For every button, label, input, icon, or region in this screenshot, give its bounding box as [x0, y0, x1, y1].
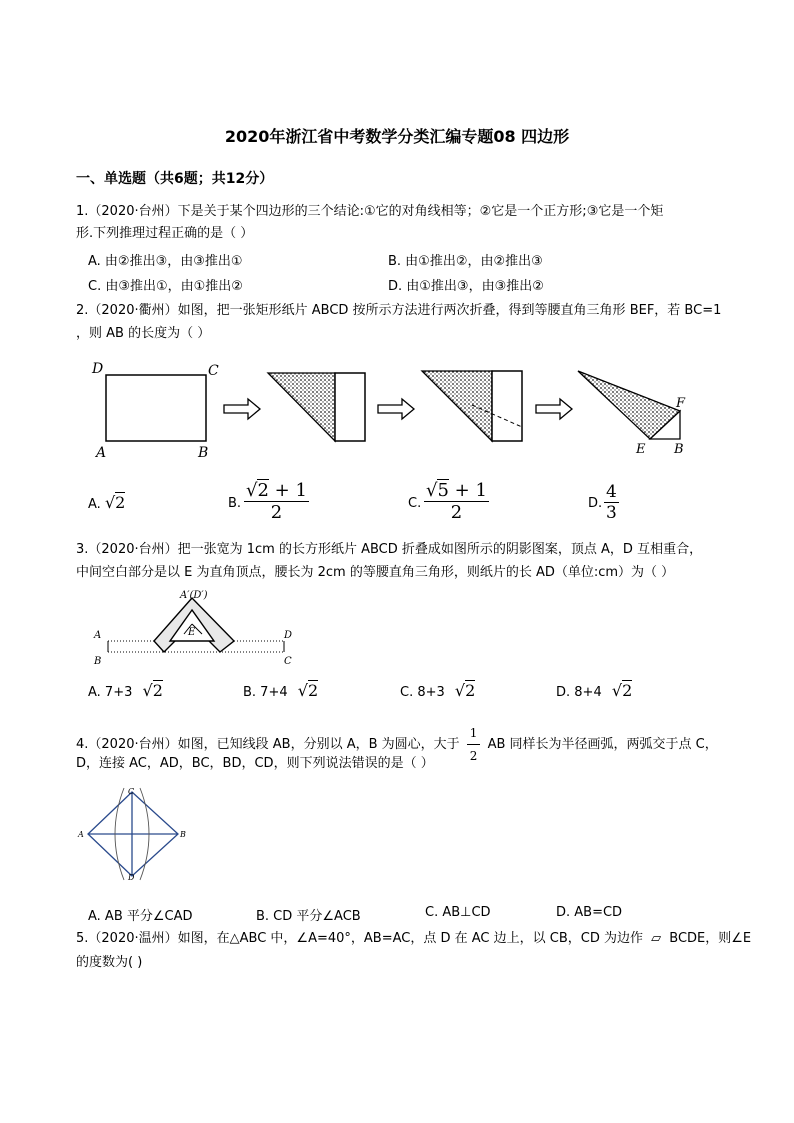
- q2-option-a: [88, 493, 125, 512]
- sqrt-icon: √: [454, 681, 466, 700]
- q3-option-c: [400, 681, 475, 700]
- folded-strip: [492, 371, 522, 441]
- q2-d-numerator: 4: [606, 482, 617, 502]
- half-den: 2: [469, 749, 478, 763]
- rectangle-abcd: [106, 375, 206, 441]
- arrow-icon: [378, 399, 414, 419]
- q2-b-denominator: 2: [270, 502, 283, 523]
- q2-a-label: A.: [88, 497, 101, 512]
- label-C: C: [208, 363, 219, 379]
- q3-a-text: A. 7+3: [88, 685, 133, 700]
- section-heading: 一、单选题（共6题；共12分）: [76, 171, 274, 187]
- q2-option-c-label: C.: [408, 496, 422, 511]
- q2-b-plus: + 1: [268, 480, 307, 501]
- label-E: E: [636, 442, 646, 457]
- q2-d-denominator: 3: [606, 503, 617, 523]
- q1-stem-line2: 形.下列推理过程正确的是（ ）: [76, 226, 254, 241]
- folded-strip: [335, 373, 365, 441]
- sqrt-icon: √: [426, 480, 438, 501]
- q3-d-text: D. 8+4: [556, 685, 602, 700]
- q1-option-d: D. 由①推出③，由③推出②: [388, 279, 544, 294]
- q2-stem-line2: ，则 AB 的长度为（ ）: [76, 326, 211, 341]
- q2-c-radicand: 5: [437, 480, 449, 501]
- q3-stem-line2: 中间空白部分是以 E 为直角顶点，腰长为 2cm 的等腰直角三角形，则纸片的长 AD（单位:cm）为（ ）: [76, 565, 675, 580]
- q5-text-a: 5.（2020·温州）如图，在△ABC 中，∠A=40°，AB=AC，点 D 在 AC 边上，以 CB，CD 为边作: [76, 931, 643, 946]
- q1-stem-line1: 1.（2020·台州）下是关于某个四边形的三个结论:①它的对角线相等；②它是一个正方形;③它是一个矩: [76, 204, 664, 219]
- q4-option-a: A. AB 平分∠CAD: [88, 909, 193, 924]
- folded-triangle: [268, 373, 335, 441]
- half-num: 1: [467, 722, 481, 745]
- label-F: F: [676, 396, 686, 411]
- q3-stem-line1: 3.（2020·台州）把一张宽为 1cm 的长方形纸片 ABCD 折叠成如图所示的阴影图案，顶点 A，D 互相重合，: [76, 542, 703, 557]
- q3-b-radicand: 2: [307, 681, 319, 700]
- q3-d-radicand: 2: [622, 681, 633, 700]
- q4-option-d: D. AB=CD: [556, 905, 623, 920]
- label-C: C: [128, 787, 135, 796]
- q5-stem-line2: 的度数为( ): [76, 955, 143, 970]
- folded-triangle: [422, 371, 492, 441]
- q2-a-value: 2: [115, 493, 126, 512]
- label-D: D: [284, 630, 293, 641]
- sqrt-icon: √: [104, 493, 116, 512]
- q4-option-b: B. CD 平分∠ACB: [256, 909, 361, 924]
- label-A: A: [94, 630, 102, 641]
- label-B: B: [674, 442, 684, 457]
- q2-c-plus: + 1: [448, 480, 487, 501]
- label-B: B: [198, 445, 209, 461]
- q3-c-text: C. 8+3: [400, 685, 445, 700]
- label-E: E: [188, 627, 196, 638]
- q2-option-d: [604, 482, 619, 523]
- label-D: D: [128, 873, 135, 882]
- label-B: B: [180, 830, 186, 839]
- q1-option-a: A. 由②推出③，由③推出①: [88, 254, 243, 269]
- label-A: A: [78, 830, 84, 839]
- q4-stem-line2: D，连接 AC，AD，BC，BD，CD，则下列说法错误的是（ ）: [76, 756, 434, 771]
- q5-stem-line1: [76, 928, 756, 950]
- arrow-icon: [224, 399, 260, 419]
- q4-option-c: C. AB⊥CD: [425, 905, 491, 920]
- q3-option-a: [88, 681, 163, 700]
- q2-option-d-label: D.: [588, 496, 603, 511]
- sqrt-icon: √: [611, 681, 623, 700]
- q2-option-b-label: B.: [228, 496, 242, 511]
- q3-b-text: B. 7+4: [243, 685, 288, 700]
- q2-folding-figure: [80, 355, 720, 465]
- q4-text-b: AB 同样长为半径画弧，两弧交于点 C，: [487, 737, 718, 752]
- q5-text-b: BCDE，则∠E: [669, 931, 752, 946]
- q3-folding-figure: [88, 588, 308, 670]
- page-title: 2020年浙江省中考数学分类汇编专题08 四边形: [224, 127, 570, 146]
- q2-c-denominator: 2: [450, 502, 463, 523]
- label-D: D: [92, 361, 104, 377]
- q2-b-radicand: 2: [257, 480, 269, 501]
- q4-construction-figure: [76, 786, 196, 882]
- arrow-icon: [536, 399, 572, 419]
- label-B: B: [94, 656, 102, 667]
- q3-option-d: [556, 681, 632, 700]
- q1-option-b: B. 由①推出②，由②推出③: [388, 254, 543, 269]
- label-C: C: [284, 656, 292, 667]
- sqrt-icon: √: [246, 480, 258, 501]
- sqrt-icon: √: [142, 681, 153, 700]
- q2-option-b: [244, 480, 309, 523]
- q1-option-c: C. 由③推出①，由①推出②: [88, 279, 243, 294]
- sqrt-icon: √: [297, 681, 308, 700]
- label-A-prime: A′(D′): [180, 590, 208, 601]
- parallelogram-icon: ▱: [651, 931, 662, 946]
- q4-text-a: 4.（2020·台州）如图，已知线段 AB，分别以 A，B 为圆心，大于: [76, 737, 460, 752]
- label-A: A: [96, 445, 107, 461]
- q3-option-b: [243, 681, 318, 700]
- q2-option-c: [424, 480, 489, 523]
- q3-c-radicand: 2: [465, 681, 476, 700]
- q3-a-radicand: 2: [152, 681, 163, 700]
- q2-stem-line1: 2.（2020·衢州）如图，把一张矩形纸片 ABCD 按所示方法进行两次折叠，得到等腰直角三角形 BEF，若 BC=1: [76, 303, 722, 318]
